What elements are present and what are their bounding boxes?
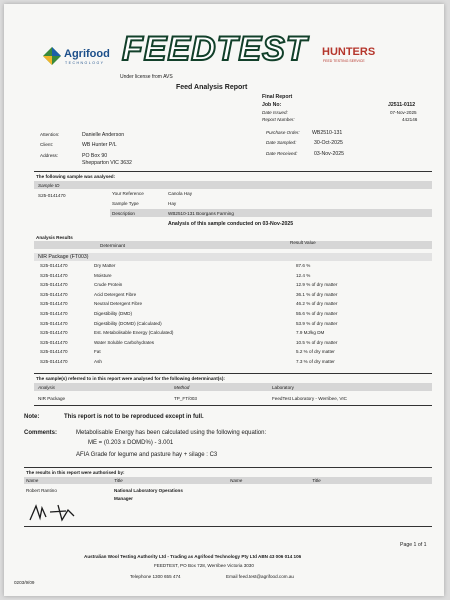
report-page — [4, 4, 444, 596]
sample-id-cell: S25-0141470 — [40, 311, 68, 316]
authoriser-title-2: Manager — [114, 496, 133, 501]
analysis-value: NIR Package — [38, 396, 66, 401]
report-number-label: Report Number: — [262, 117, 295, 122]
date-received-label: Date Received: — [266, 151, 298, 156]
address-line-2: Shepparton VIC 3632 — [82, 160, 132, 166]
address-line-1: PO Box 90 — [82, 153, 108, 159]
footer-email: Email feed.test@agrifood.com.au — [226, 574, 294, 579]
client-value: WB Hunter P/L — [82, 142, 117, 148]
form-number: 0203/9/09 — [14, 580, 35, 585]
description-label: Description — [112, 211, 135, 216]
address-label: Address: — [40, 153, 59, 158]
page-number: Page 1 of 1 — [400, 542, 427, 548]
determinant-cell: Water Soluble Carbohydrates — [94, 339, 155, 345]
sample-id-cell: S25-0141470 — [40, 330, 68, 336]
description-value: WB2510-131 Boorgans Farming — [168, 211, 234, 216]
sample-id-bar — [34, 181, 432, 189]
result-value-cell: 10.5 % of dry matter — [296, 339, 338, 345]
name-column-header-2: Name — [230, 478, 243, 483]
result-value-cell: 7.9 MJ/kg DM — [296, 330, 325, 336]
divider — [34, 373, 432, 374]
agrifood-subtitle: TECHNOLOGY — [65, 61, 105, 65]
determinant-cell: Moisture — [94, 272, 112, 278]
footer-phone: Telephone 1300 655 474 — [130, 574, 181, 579]
description-bar — [110, 209, 432, 217]
comment-line-1: Metabolisable Energy has been calculated using the following equation: — [76, 430, 267, 436]
title-column-header-2: Title — [312, 478, 321, 483]
result-value-cell: 12.4 % — [296, 272, 311, 278]
sample-id-cell: S25-0141470 — [40, 291, 68, 297]
attention-value: Danielle Anderson — [82, 132, 125, 138]
sample-id-label: Sample ID — [38, 183, 60, 188]
package-bar — [34, 253, 432, 261]
determinants-heading: The sample(s) referred to in this report were analysed for the following determinant(s): — [36, 376, 225, 381]
date-sampled-label: Date Sampled: — [266, 140, 297, 145]
authoriser-title-1: National Laboratory Operations — [114, 488, 183, 493]
results-header-bar — [34, 241, 432, 249]
job-no: J2511-0112 — [388, 102, 416, 108]
divider — [34, 171, 432, 172]
date-sampled: 30-Oct-2025 — [314, 140, 343, 146]
note-text: This report is not to be reproduced except in full. — [64, 414, 204, 420]
hunters-name: HUNTERS — [322, 46, 376, 58]
determinant-cell: Dry Matter — [94, 263, 116, 268]
client-label: Client: — [40, 142, 54, 147]
sample-heading: The following sample was analysed: — [36, 174, 116, 179]
determinant-column-header: Determinant — [100, 243, 126, 248]
determinant-cell: Digestibility (DOMD) (Calculated) — [94, 320, 162, 326]
signature — [28, 502, 98, 524]
laboratory-column-header: Laboratory — [272, 385, 294, 390]
package-name: NIR Package (FT003) — [38, 254, 89, 260]
feedtest-logo: FEEDTEST — [122, 30, 308, 68]
sample-type: Hay — [168, 201, 177, 206]
comment-line-2: ME = (0.203 x DOMD%) - 3.001 — [88, 440, 174, 446]
determinant-cell: Acid Detergent Fibre — [94, 291, 137, 297]
license-text: Under license from AVS — [120, 74, 173, 80]
footer-address: FEEDTEST, PO Box 728, Werribee Victoria 3030 — [154, 563, 254, 568]
result-value-column-header: Result Value — [290, 240, 316, 245]
divider — [24, 467, 432, 468]
determinant-cell: Neutral Detergent Fibre — [94, 301, 143, 307]
sample-type-label: Sample Type — [112, 201, 139, 206]
divider — [34, 405, 432, 406]
report-status: Final Report — [262, 94, 293, 100]
reference-label: Your Reference — [112, 191, 144, 196]
determinant-cell: Fat — [94, 349, 101, 355]
authoriser-name: Robert Rantino — [26, 488, 57, 493]
result-value-cell: 7.3 % of dry matter — [296, 359, 335, 364]
result-value-cell: 46.2 % of dry matter — [296, 301, 338, 307]
result-value-cell: 55.6 % of dry matter — [296, 311, 338, 316]
sample-id-cell: S25-0141470 — [40, 301, 68, 307]
date-issued: 07-Nov-2025 — [390, 110, 417, 115]
report-number: 442146 — [402, 117, 418, 122]
divider — [24, 526, 432, 527]
date-issued-label: Date Issued: — [262, 110, 288, 115]
determinants-header-bar — [34, 383, 432, 391]
determinant-cell: Digestibility (DMD) — [94, 311, 133, 316]
analysis-date-note: Analysis of this sample conducted on 03-Nov-2025 — [168, 221, 294, 227]
result-value-cell: 36.1 % of dry matter — [296, 291, 338, 297]
sample-id-cell: S25-0141470 — [40, 359, 68, 364]
authorisation-header-bar — [24, 477, 432, 484]
purchase-order: WB2510-131 — [312, 130, 343, 136]
result-value-cell: 53.9 % of dry matter — [296, 320, 338, 326]
result-value-cell: 87.6 % — [296, 263, 311, 268]
sample-id-cell: S25-0141470 — [40, 339, 68, 345]
comment-line-3: AFIA Grade for legume and pasture hay + silage : C3 — [76, 452, 218, 458]
determinant-cell: Crude Protein — [94, 282, 123, 288]
sample-id: S25-0141470 — [38, 193, 66, 198]
footer-company: Australian Wool Testing Authority Ltd - Trading as Agrifood Technology Pty Ltd ABN 43 006 014 106 — [84, 554, 302, 559]
determinant-cell: Est. Metabolisable Energy (Calculated) — [94, 330, 174, 336]
report-title: Feed Analysis Report — [176, 84, 248, 91]
purchase-order-label: Purchase Order: — [266, 130, 300, 135]
hunters-subtitle: FEED TESTING SERVICE — [323, 59, 365, 63]
result-value-cell: 5.2 % of dry matter — [296, 349, 335, 355]
job-no-label: Job No: — [262, 102, 282, 108]
sample-id-cell: S25-0141470 — [40, 349, 68, 355]
title-column-header: Title — [114, 478, 123, 483]
determinant-cell: Ash — [94, 359, 102, 364]
analysis-column-header: Analysis — [38, 385, 56, 390]
results-heading: Analysis Results — [36, 235, 73, 240]
reference-value: Canola Hay — [168, 191, 193, 196]
sample-id-cell: S25-0141470 — [40, 282, 68, 288]
method-value: TP_FT/003 — [174, 396, 197, 401]
comments-label: Comments: — [24, 430, 58, 436]
name-column-header: Name — [26, 478, 39, 483]
result-value-cell: 12.9 % of dry matter — [296, 282, 338, 288]
agrifood-name: Agrifood — [64, 48, 110, 60]
note-label: Note: — [24, 414, 40, 420]
attention-label: Attention: — [40, 132, 60, 137]
authorisation-heading: The results in this report were authorised by: — [26, 470, 125, 475]
date-received: 03-Nov-2025 — [314, 151, 344, 157]
method-column-header: Method — [174, 385, 190, 390]
sample-id-cell: S25-0141470 — [40, 272, 68, 278]
sample-id-cell: S25-0141470 — [40, 320, 68, 326]
agrifood-mark-icon — [42, 46, 62, 66]
sample-id-cell: S25-0141470 — [40, 263, 68, 268]
laboratory-value: FeedTest Laboratory - Werribee, VIC — [272, 396, 347, 401]
